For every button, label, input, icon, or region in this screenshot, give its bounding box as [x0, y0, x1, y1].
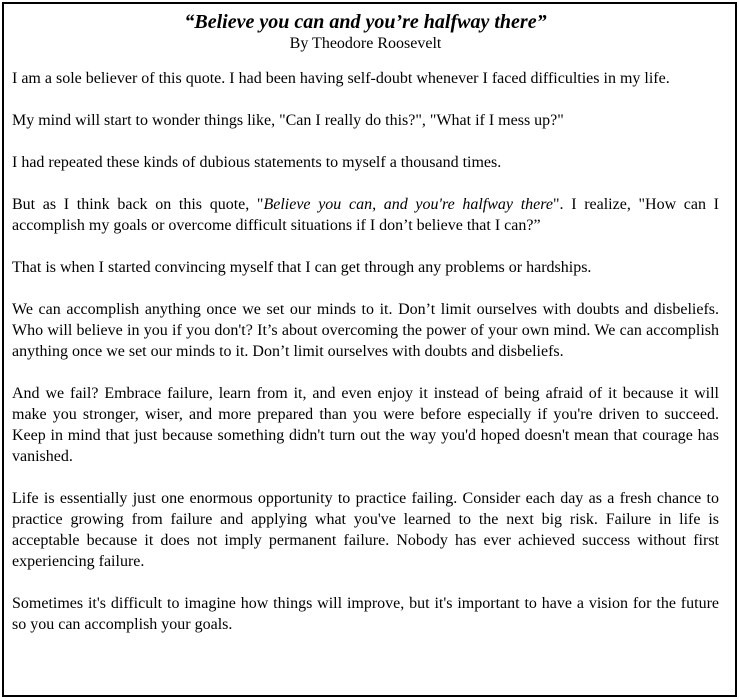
paragraph-6: We can accomplish anything once we set our minds to it. Don’t limit ourselves with doubts and disbeliefs. Who will believe in you if you don't? It’s about overcoming the power of your own mind. We can accomplish anything once we set our minds to it. Don’t limit ourselves with doubts and disbeliefs.: [12, 301, 719, 360]
quote-title: “Believe you can and you’re halfway there”: [184, 11, 547, 33]
paragraph-8: Life is essentially just one enormous opportunity to practice failing. Consider each day as a fresh chance to practice growing from failure and applying what you've learned to the next big risk. Failure in life is acceptable because it does not imply permanent failure. Nobody has ever achieved success without first experiencing failure.: [12, 490, 719, 570]
paragraph-9: Sometimes it's difficult to imagine how things will improve, but it's important to have a vision for the future so you can accomplish your goals.: [12, 595, 719, 633]
paragraph-2: My mind will start to wonder things like, "Can I really do this?", "What if I mess up?": [12, 112, 564, 129]
paragraph-1: I am a sole believer of this quote. I had been having self-doubt whenever I faced difficulties in my life.: [12, 70, 670, 87]
paragraph-3: I had repeated these kinds of dubious statements to myself a thousand times.: [12, 154, 502, 171]
paragraph-4: [12, 194, 719, 236]
paragraph-4-lead: But as I think back on this quote, ": [12, 196, 264, 213]
paragraph-4-rest: ". I realize, "How can I accomplish my goals or overcome difficult situations if I don’t believe that I can?”: [12, 196, 720, 234]
paragraph-5: That is when I started convincing myself that I can get through any problems or hardships.: [12, 259, 592, 276]
author-byline: By Theodore Roosevelt: [289, 35, 442, 52]
paragraph-7: And we fail? Embrace failure, learn from it, and even enjoy it instead of being afraid of it because it will make you stronger, wiser, and more prepared than you were before especially if you're driven to succeed. Keep in mind that just because something didn't turn out the way you'd hoped doesn't mean that courage has vanished.: [12, 385, 719, 465]
document-body: [12, 10, 719, 635]
paragraph-4-quote: Believe you can, and you're halfway there: [263, 196, 553, 213]
